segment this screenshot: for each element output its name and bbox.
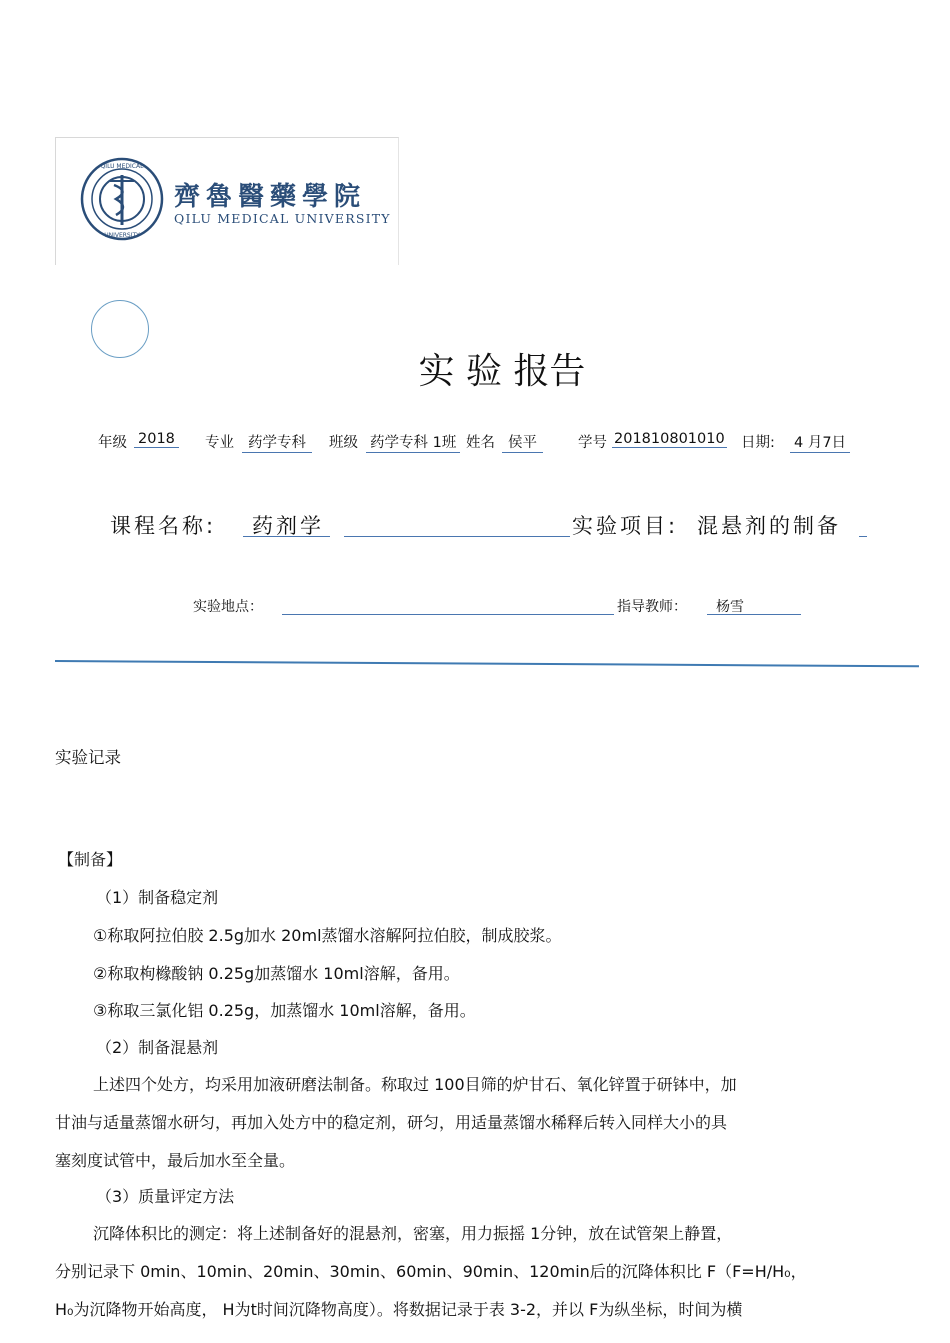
- university-name-en: QILU MEDICAL UNIVERSITY: [174, 211, 391, 226]
- date-value: 4 月7日: [790, 431, 850, 453]
- subheading-quality: （3）质量评定方法: [96, 1187, 235, 1206]
- teacher-value: 杨雪: [716, 599, 744, 615]
- svg-text:QILU MEDICAL: QILU MEDICAL: [100, 163, 144, 170]
- university-name-cn: 齊魯醫藥學院: [174, 182, 367, 212]
- quality-text-line-1: 沉降体积比的测定：将上述制备好的混悬剂，密塞，用力振摇 1分钟，放在试管架上静置，: [93, 1224, 733, 1243]
- subheading-stabilizer: （1）制备稳定剂: [96, 888, 219, 907]
- project-label: 实验项目:: [572, 514, 679, 538]
- class-value: 药学专科 1班: [366, 431, 460, 453]
- grade-value: 2018: [134, 431, 179, 448]
- suspension-text-line-3: 塞刻度试管中，最后加水至全量。: [55, 1151, 296, 1170]
- stabilizer-step-3: ③称取三氯化铝 0.25g，加蒸馏水 10ml溶解，备用。: [93, 1001, 476, 1020]
- location-underline: [282, 614, 614, 615]
- class-label: 班级: [329, 435, 358, 451]
- student-id-value: 201810801010: [614, 431, 725, 447]
- prep-heading: 【制备】: [58, 850, 123, 869]
- major-label: 专业: [205, 435, 234, 451]
- name-value: 侯平: [502, 431, 543, 453]
- student-id-label: 学号: [578, 435, 607, 451]
- stabilizer-step-1: ①称取阿拉伯胶 2.5g加水 20ml蒸馏水溶解阿拉伯胶，制成胶浆。: [93, 926, 562, 945]
- report-title: 实 验 报告: [418, 351, 586, 392]
- university-seal-logo: [80, 157, 164, 241]
- section-title: 实验记录: [55, 748, 121, 767]
- header-divider: [55, 660, 919, 667]
- quality-text-line-3: H₀为沉降物开始高度， H为t时间沉降物高度）。将数据记录于表 3-2，并以 F为纵坐标，时间为横: [55, 1300, 743, 1319]
- major-value: 药学专科: [242, 431, 312, 453]
- teacher-underline: [707, 614, 801, 615]
- name-label: 姓名: [466, 435, 495, 451]
- stabilizer-step-2: ②称取枸橼酸钠 0.25g加蒸馏水 10ml溶解，备用。: [93, 964, 460, 983]
- subheading-suspension: （2）制备混悬剂: [96, 1038, 219, 1057]
- suspension-text-line-2: 甘油与适量蒸馏水研匀，再加入处方中的稳定剂，研匀，用适量蒸馏水稀释后转入同样大小的具: [55, 1113, 728, 1132]
- course-name-value: 药剂学: [252, 514, 324, 538]
- course-name-underline: [243, 536, 330, 537]
- date-label: 日期:: [741, 435, 775, 451]
- suspension-text-line-1: 上述四个处方，均采用加液研磨法制备。称取过 100目筛的炉甘石、氧化锌置于研钵中，加: [93, 1075, 737, 1094]
- project-value: 混悬剂的制备: [697, 514, 841, 538]
- location-label: 实验地点：: [193, 599, 263, 615]
- grade-label: 年级: [98, 435, 127, 451]
- project-underline: [859, 536, 867, 537]
- teacher-label: 指导教师：: [617, 599, 687, 615]
- course-blank-underline: [344, 536, 570, 537]
- course-name-label: 课程名称:: [110, 514, 217, 538]
- svg-text:UNIVERSITY: UNIVERSITY: [104, 232, 140, 239]
- quality-text-line-2: 分别记录下 0min、10min、20min、30min、60min、90min、120min后的沉降体积比 F（F=H/H₀，: [55, 1262, 807, 1281]
